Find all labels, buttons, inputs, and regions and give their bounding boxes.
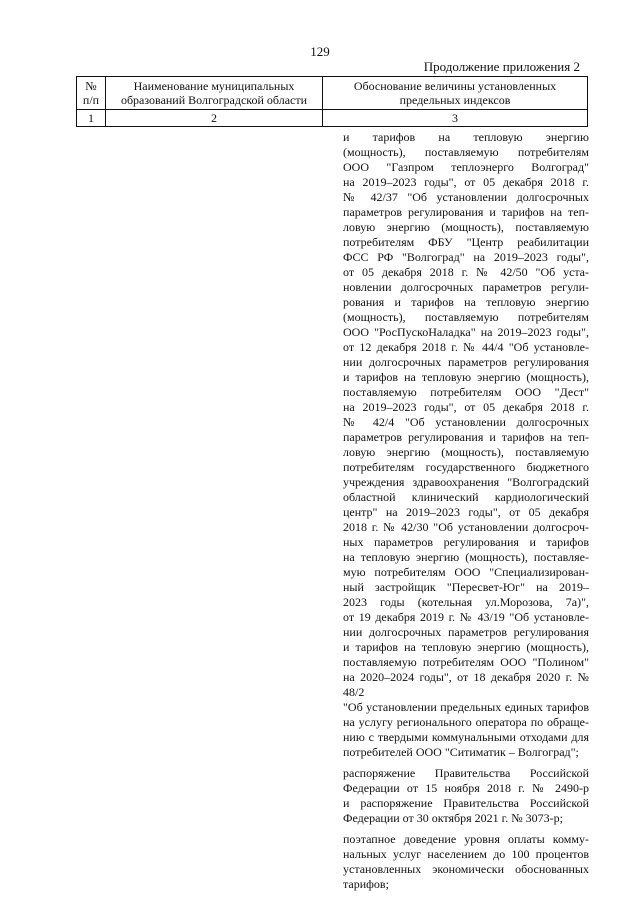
text-line: ловую энергию (мощность), поставляемую (343, 220, 589, 234)
column-number-2: 2 (106, 110, 323, 127)
text-line: областной клинический кардиологический (343, 490, 589, 504)
text-line: установленных экономически обоснованных (343, 862, 589, 876)
text-line: Федерации от 30 октября 2021 г. № 3073-р; (343, 811, 564, 825)
text-line: нальных услуг населением до 100 процентов (343, 847, 589, 861)
text-line: потребителям ФБУ "Центр реабилитации (343, 235, 589, 249)
text-line: № 42/37 "Об установлении долгосрочных (343, 190, 589, 204)
text-line: № 42/4 "Об установлении долгосрочных (343, 415, 589, 429)
header-col-justification: Обоснование величины установленных предельных индексов (323, 77, 588, 110)
text-line: и тарифов на тепловую энергию (мощность), (343, 370, 589, 384)
text-line: параметров регулирования и тарифов на теп- (343, 205, 589, 219)
text-line: ООО "РосПускоНаладка" на 2019–2023 годы", (343, 325, 589, 339)
text-line: новлении долгосрочных параметров регули- (343, 280, 589, 294)
column-number-1: 1 (77, 110, 106, 127)
text-line: 2018 г. № 42/30 "Об установлении долгосроч- (343, 520, 589, 534)
text-line: 2023 годы (котельная ул.Морозова, 7а)", (343, 595, 589, 609)
text-line: нии долгосрочных параметров регулирования (343, 625, 589, 639)
text-line: ООО "Газпром теплоэнерго Волгоград" (343, 160, 589, 174)
text-line: центр" на 2019–2023 годы", от 05 декабря (343, 505, 589, 519)
text-line: мую потребителям ООО "Специализирован- (343, 565, 589, 579)
text-line: (мощность), поставляемую потребителям (343, 145, 589, 159)
text-line: ных параметров регулирования и тарифов (343, 535, 589, 549)
text-line: тарифов; (343, 877, 389, 891)
text-line: и тарифов на тепловую энергию (343, 130, 589, 144)
text-line: потребителей ООО "Ситиматик – Волгоград"; (343, 745, 579, 759)
text-line: на 2019–2023 годы", от 05 декабря 2018 г. (343, 175, 589, 189)
text-line: Федерации от 15 ноября 2018 г. № 2490-р (343, 781, 589, 795)
text-line: рования и тарифов на тепловую энергию (343, 295, 589, 309)
text-line: учреждения здравоохранения "Волгоградский (343, 475, 589, 489)
text-line: от 12 декабря 2018 г. № 44/4 "Об установле- (343, 340, 589, 354)
text-line: потребителям государственного бюджетного (343, 460, 589, 474)
text-line: "Об установлении предельных единых тарифов (343, 700, 589, 714)
text-line: (мощность), поставляемую потребителям (343, 310, 589, 324)
text-line: ный застройщик "Пересвет-Юг" на 2019– (343, 580, 589, 594)
text-line: на услугу регионального оператора по обраще- (343, 715, 589, 729)
text-line: на 2020–2024 годы", от 18 декабря 2020 г. № 48/2 (343, 670, 589, 699)
text-line: от 19 декабря 2019 г. № 43/19 "Об установле- (343, 610, 589, 624)
text-line: нию с твердыми коммунальными отходами для (343, 730, 589, 744)
text-line: и распоряжение Правительства Российской (343, 796, 589, 810)
text-line: от 05 декабря 2018 г. № 42/50 "Об устa- (343, 265, 589, 279)
page-number: 129 (310, 44, 330, 59)
header-col-number: № п/п (77, 77, 106, 110)
text-line: на 2019–2023 годы", от 05 декабря 2018 г. (343, 400, 589, 414)
text-line: параметров регулирования и тарифов на теп- (343, 430, 589, 444)
column-number-3: 3 (323, 110, 588, 127)
text-line: поэтапное доведение уровня оплаты комму- (343, 832, 589, 846)
text-line: нии долгосрочных параметров регулирования (343, 355, 589, 369)
text-line: на тепловую энергию (мощность), поставляе- (343, 550, 589, 564)
header-col-municipality: Наименование муниципальных образований Волгоградской области (106, 77, 323, 110)
text-line: ФСС РФ "Волгоград" на 2019–2023 годы", (343, 250, 589, 264)
text-line: поставляемую потребителям ООО "Дест" (343, 385, 589, 399)
text-line: ловую энергию (мощность), поставляемую (343, 445, 589, 459)
header-table (76, 76, 588, 127)
text-line: поставляемую потребителям ООО "Полином" (343, 655, 589, 669)
text-line: и тарифов на тепловую энергию (мощность), (343, 640, 589, 654)
continuation-label: Продолжение приложения 2 (423, 59, 580, 74)
justification-text (343, 130, 589, 892)
text-line: распоряжение Правительства Российской (343, 766, 589, 780)
